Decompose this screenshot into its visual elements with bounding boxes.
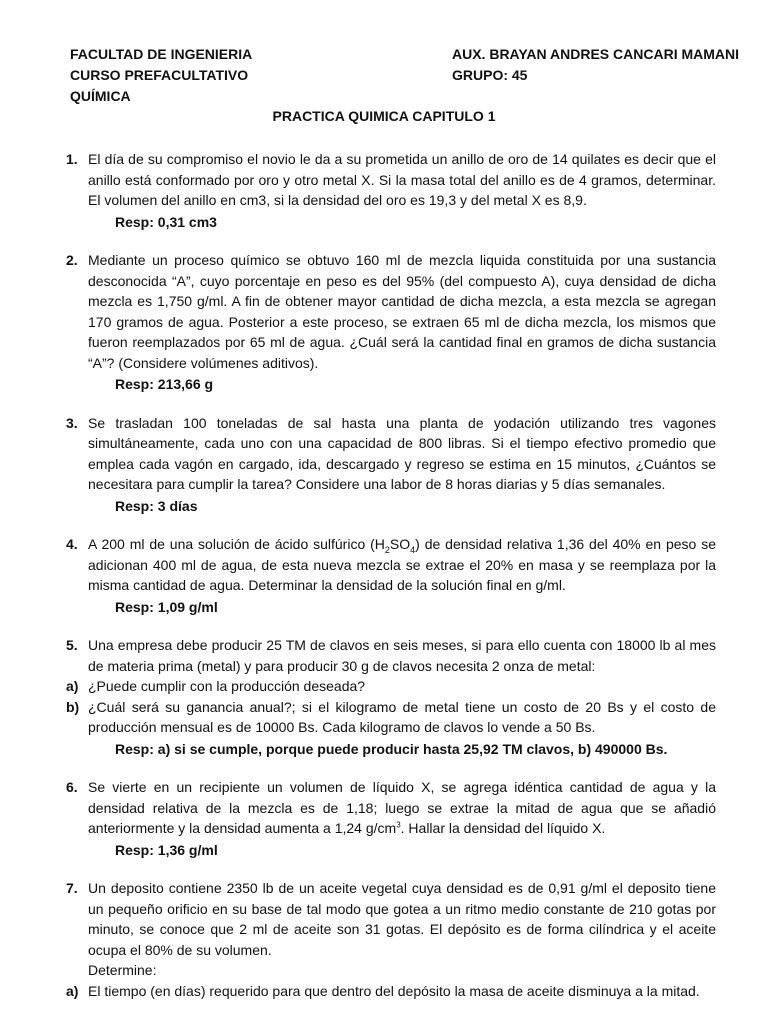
- subscript: 2: [384, 544, 390, 555]
- problem-5: [66, 635, 716, 759]
- sub-question-a: [66, 981, 716, 1002]
- text-segment: ) de densidad relativa 1,36 del 40% en peso se adicionan 400 ml de agua, de esta nueva mezcla se extrae el 20% en masa y se reemplaza por la misma cantidad de agua. Determinar la densidad de la solución final en g/ml.: [88, 536, 716, 593]
- sub-question-b: [66, 697, 716, 738]
- course-name: CURSO PREFACULTATIVO: [70, 67, 249, 83]
- sub-question-letter: a): [66, 678, 79, 694]
- problem-text: [88, 777, 716, 839]
- subject-name: QUÍMICA: [70, 88, 131, 104]
- problem-7: [66, 878, 716, 1001]
- problem-text: Un deposito contiene 2350 lb de un aceite vegetal cuya densidad es de 0,91 g/ml el deposito tiene un pequeño orificio en su base de tal modo que gotea a un ritmo medio constante de 210 gotas por minuto, se conoce que 2 ml de aceite son 31 gotas. El depósito es de forma cilíndrica y el aceite ocupa el 80% de su volumen.: [88, 880, 716, 958]
- problem-answer: Resp: 3 días: [115, 497, 198, 514]
- assistant-name: AUX. BRAYAN ANDRES CANCARI MAMANI: [452, 46, 740, 62]
- text-segment: A 200 ml de una solución de ácido sulfúrico (H: [88, 536, 385, 552]
- problem-number: 4.: [66, 536, 78, 552]
- problem-text: Mediante un proceso químico se obtuvo 160 ml de mezcla liquida constituida por una sustancia desconocida “A”, cuyo porcentaje en peso es del 95% (del compuesto A), cuya densidad de dicha mezcla es 1,750 g/ml. A fin de obtener mayor cantidad de dicha mezcla, a esta mezcla se agregan 170 gramos de agua. Posterior a este proceso, se extraen 65 ml de dicha mezcla, los mismos que fueron reemplazados por 65 ml de agua. ¿Cuál será la cantidad final en gramos de dicha sustancia “A”? (Considere volúmenes aditivos).: [88, 252, 716, 371]
- problem-number: 6.: [66, 779, 78, 795]
- group-number: GRUPO: 45: [452, 67, 528, 83]
- text-segment: SO: [389, 536, 411, 552]
- problem-number: 5.: [66, 637, 78, 653]
- problem-text: El día de su compromiso el novio le da a su prometida un anillo de oro de 14 quilates es decir que el anillo está conformado por oro y otro metal X. Si la masa total del anillo es de 4 gramos, determinar. El volumen del anillo en cm3, si la densidad del oro es 19,3 y del metal X es 8,9.: [88, 151, 716, 208]
- problem-2: [66, 250, 716, 395]
- problem-6: [66, 777, 716, 860]
- problem-number: 7.: [66, 880, 78, 896]
- header-left: [70, 44, 252, 107]
- text-segment: . Hallar la densidad del líquido X.: [400, 820, 606, 836]
- sub-question-text: El tiempo (en días) requerido para que dentro del depósito la masa de aceite disminuya a la mitad.: [88, 982, 700, 999]
- sub-question-letter: b): [66, 698, 80, 715]
- header-right: [452, 44, 739, 86]
- problem-list: [66, 149, 716, 1019]
- problem-answer: Resp: 213,66 g: [115, 376, 214, 392]
- problem-answer: Resp: a) si se cumple, porque puede producir hasta 25,92 TM clavos, b) 490000 Bs.: [115, 740, 668, 757]
- problem-number: 2.: [66, 252, 78, 268]
- text-segment: Se vierte en un recipiente un volumen de líquido X, se agrega idéntica cantidad de agua y la densidad relativa de la mezcla es de 1,18; luego se extrae la mitad de agua que se añadió anteriormente y la densidad aumenta a 1,24 g/cm: [88, 779, 716, 836]
- problem-answer: Resp: 1,36 g/ml: [115, 841, 218, 858]
- problem-answer: Resp: 0,31 cm3: [115, 213, 217, 230]
- problem-4: [66, 534, 716, 617]
- sub-question-text: ¿Puede cumplir con la producción deseada?: [88, 678, 366, 694]
- faculty-name: FACULTAD DE INGENIERIA: [70, 46, 253, 62]
- sub-question-a: [66, 676, 716, 697]
- problem-number: 1.: [66, 151, 78, 167]
- problem-1: [66, 149, 716, 232]
- subscript: 4: [410, 544, 416, 555]
- determine-label: Determine:: [88, 962, 157, 978]
- problem-text: Se trasladan 100 toneladas de sal hasta una planta de yodación utilizando tres vagones simultáneamente, cada uno con una capacidad de 800 libras. Si el tiempo efectivo promedio que emplea cada vagón en cargado, ida, descargado y regreso se estima en 15 minutos, ¿Cuántos se necesitara para cumplir la tarea? Considere una labor de 8 horas diarias y 5 días semanales.: [88, 414, 716, 492]
- problem-answer: Resp: 1,09 g/ml: [115, 598, 218, 615]
- problem-number: 3.: [66, 414, 78, 431]
- sub-question-text: ¿Cuál será su ganancia anual?; si el kilogramo de metal tiene un costo de 20 Bs y el costo de producción mensual es de 10000 Bs. Cada kilogramo de clavos lo vende a 50 Bs.: [88, 698, 716, 735]
- superscript: 3: [396, 820, 401, 830]
- problem-3: [66, 413, 716, 517]
- problem-text: Una empresa debe producir 25 TM de clavos en seis meses, si para ello cuenta con 18000 lb al mes de materia prima (metal) y para producir 30 g de clavos necesita 2 onza de metal:: [88, 637, 716, 674]
- problem-text: [88, 534, 716, 596]
- sub-question-letter: a): [66, 982, 79, 999]
- page-title: PRACTICA QUIMICA CAPITULO 1: [272, 108, 496, 124]
